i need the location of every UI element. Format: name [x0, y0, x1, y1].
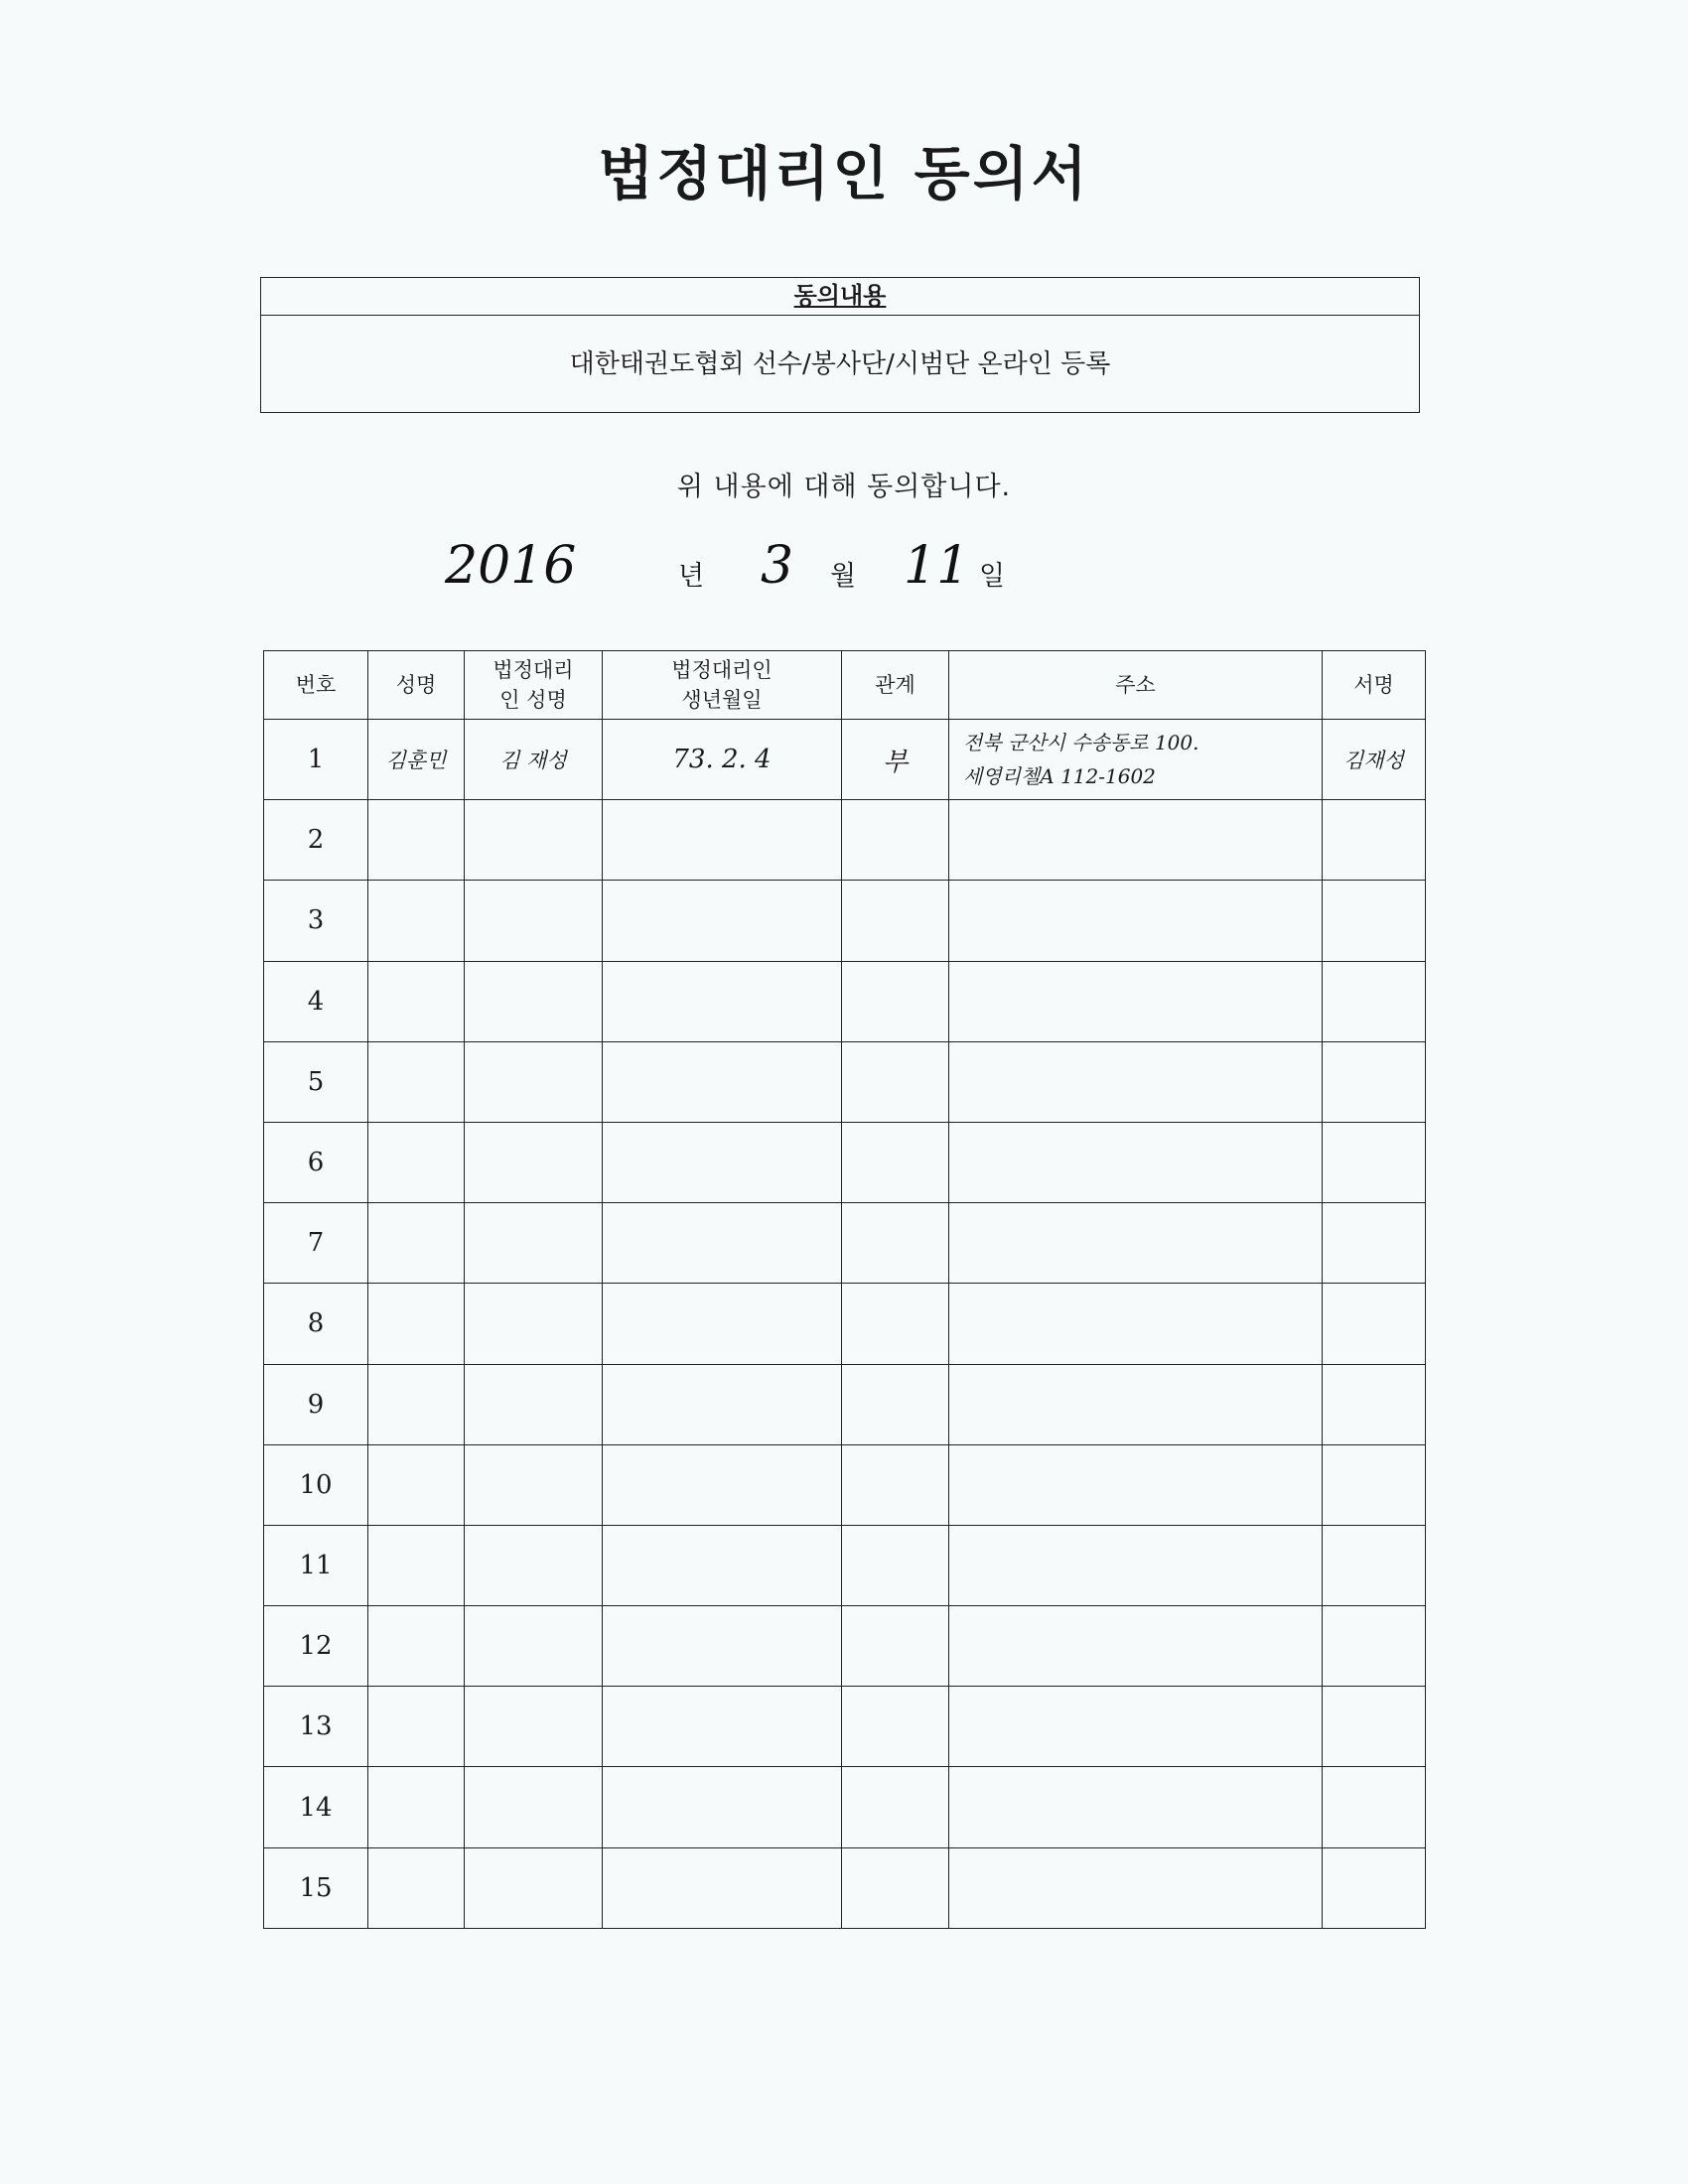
row-number: 8 — [264, 1284, 368, 1364]
header-no: 번호 — [264, 651, 368, 720]
cell-signature[interactable] — [1323, 1847, 1426, 1928]
cell-address[interactable] — [949, 1606, 1323, 1687]
cell-signature[interactable] — [1323, 1284, 1426, 1364]
date-row — [0, 536, 1688, 606]
cell-signature[interactable] — [1323, 961, 1426, 1041]
consent-content: 대한태권도협회 선수/봉사단/시범단 온라인 등록 — [569, 349, 1111, 379]
cell-name[interactable] — [368, 1444, 465, 1525]
cell-guardian-name[interactable] — [465, 1284, 603, 1364]
cell-address[interactable] — [949, 881, 1323, 961]
cell-address[interactable] — [949, 1444, 1323, 1525]
cell-guardian-name[interactable] — [465, 1525, 603, 1605]
cell-name[interactable] — [368, 881, 465, 961]
table-row — [264, 1444, 1426, 1525]
cell-name[interactable] — [368, 1687, 465, 1767]
cell-name[interactable] — [368, 1847, 465, 1928]
cell-guardian-birth[interactable] — [603, 1767, 842, 1847]
row-number: 3 — [264, 881, 368, 961]
month-label: 월 — [830, 561, 857, 592]
cell-guardian-name[interactable] — [465, 1847, 603, 1928]
cell-guardian-birth[interactable] — [603, 1606, 842, 1687]
cell-guardian-birth[interactable] — [603, 1364, 842, 1444]
cell-address[interactable] — [949, 1767, 1323, 1847]
table-row — [264, 1525, 1426, 1605]
cell-relation[interactable]: 부 — [842, 720, 949, 800]
cell-signature[interactable] — [1323, 1767, 1426, 1847]
header-name: 성명 — [368, 651, 465, 720]
row-number: 15 — [264, 1847, 368, 1928]
cell-address[interactable] — [949, 1525, 1323, 1605]
cell-guardian-name[interactable] — [465, 1041, 603, 1122]
cell-name[interactable] — [368, 800, 465, 881]
cell-name[interactable] — [368, 1364, 465, 1444]
date-day[interactable]: 11 — [904, 536, 970, 596]
row-number: 7 — [264, 1203, 368, 1284]
row-number: 13 — [264, 1687, 368, 1767]
cell-guardian-name[interactable] — [465, 1767, 603, 1847]
cell-guardian-name[interactable] — [465, 881, 603, 961]
table-row — [264, 1284, 1426, 1364]
cell-guardian-birth[interactable] — [603, 1525, 842, 1605]
cell-guardian-name[interactable] — [465, 1364, 603, 1444]
cell-signature[interactable] — [1323, 1606, 1426, 1687]
cell-guardian-birth[interactable] — [603, 1847, 842, 1928]
table-row — [264, 961, 1426, 1041]
cell-relation[interactable] — [842, 1364, 949, 1444]
cell-name[interactable] — [368, 1041, 465, 1122]
row-number: 5 — [264, 1041, 368, 1122]
cell-address[interactable] — [949, 1687, 1323, 1767]
cell-signature[interactable] — [1323, 1364, 1426, 1444]
cell-name[interactable] — [368, 1284, 465, 1364]
cell-name[interactable] — [368, 1525, 465, 1605]
row-number: 6 — [264, 1122, 368, 1202]
cell-signature[interactable] — [1323, 1687, 1426, 1767]
year-label: 년 — [678, 561, 705, 592]
cell-address[interactable] — [949, 1203, 1323, 1284]
row-number: 11 — [264, 1525, 368, 1605]
cell-guardian-name[interactable] — [465, 961, 603, 1041]
date-month[interactable]: 3 — [761, 536, 794, 596]
agreement-statement: 위 내용에 대해 동의합니다. — [676, 472, 1012, 502]
cell-name[interactable] — [368, 1122, 465, 1202]
cell-address[interactable] — [949, 1847, 1323, 1928]
cell-signature[interactable] — [1323, 1203, 1426, 1284]
cell-signature[interactable] — [1323, 1525, 1426, 1605]
row-number: 2 — [264, 800, 368, 881]
table-row — [264, 1203, 1426, 1284]
row-number: 9 — [264, 1364, 368, 1444]
row-number: 4 — [264, 961, 368, 1041]
table-row — [264, 1847, 1426, 1928]
cell-signature[interactable] — [1323, 881, 1426, 961]
cell-signature[interactable] — [1323, 1444, 1426, 1525]
cell-guardian-birth[interactable] — [603, 1284, 842, 1364]
table-row — [264, 1606, 1426, 1687]
header-guardian-name: 법정대리인 성명 — [465, 651, 603, 720]
page-title: 법정대리인 동의서 — [598, 140, 1090, 207]
cell-name[interactable] — [368, 1203, 465, 1284]
table-row — [264, 800, 1426, 881]
cell-guardian-name[interactable] — [465, 1687, 603, 1767]
cell-guardian-birth[interactable] — [603, 881, 842, 961]
cell-name[interactable] — [368, 961, 465, 1041]
cell-address[interactable] — [949, 1284, 1323, 1364]
cell-guardian-birth[interactable] — [603, 800, 842, 881]
table-row — [264, 1687, 1426, 1767]
cell-guardian-birth[interactable] — [603, 1203, 842, 1284]
cell-name[interactable] — [368, 1767, 465, 1847]
cell-guardian-name[interactable] — [465, 800, 603, 881]
cell-relation[interactable] — [842, 1444, 949, 1525]
table-row — [264, 720, 1426, 800]
cell-guardian-birth[interactable] — [603, 1687, 842, 1767]
cell-relation[interactable] — [842, 961, 949, 1041]
cell-guardian-name[interactable] — [465, 1606, 603, 1687]
cell-signature[interactable] — [1323, 1041, 1426, 1122]
cell-guardian-name[interactable] — [465, 1203, 603, 1284]
cell-name[interactable]: 김훈민 — [368, 720, 465, 800]
row-number: 1 — [264, 720, 368, 800]
cell-guardian-name[interactable] — [465, 1444, 603, 1525]
address-line-2: 세영리첼A 112-1602 — [963, 764, 1156, 789]
cell-address[interactable] — [949, 720, 1323, 800]
cell-guardian-birth[interactable] — [603, 1444, 842, 1525]
date-year[interactable]: 2016 — [445, 536, 577, 596]
cell-relation[interactable] — [842, 1122, 949, 1202]
row-number: 10 — [264, 1444, 368, 1525]
cell-address[interactable] — [949, 1041, 1323, 1122]
consent-header: 동의내용 — [261, 278, 1419, 316]
header-relation: 관계 — [842, 651, 949, 720]
cell-relation[interactable] — [842, 881, 949, 961]
consent-box — [260, 277, 1420, 413]
cell-guardian-name[interactable]: 김 재성 — [465, 720, 603, 800]
table-row — [264, 881, 1426, 961]
header-address: 주소 — [949, 651, 1323, 720]
cell-signature[interactable]: 김재성 — [1323, 720, 1426, 800]
cell-relation[interactable] — [842, 800, 949, 881]
cell-name[interactable] — [368, 1606, 465, 1687]
cell-guardian-birth[interactable] — [603, 1122, 842, 1202]
table-header-row — [264, 651, 1426, 720]
cell-relation[interactable] — [842, 1041, 949, 1122]
cell-relation[interactable] — [842, 1606, 949, 1687]
cell-signature[interactable] — [1323, 800, 1426, 881]
cell-relation[interactable] — [842, 1284, 949, 1364]
cell-relation[interactable] — [842, 1847, 949, 1928]
cell-signature[interactable] — [1323, 1122, 1426, 1202]
cell-relation[interactable] — [842, 1767, 949, 1847]
cell-relation[interactable] — [842, 1203, 949, 1284]
cell-guardian-birth[interactable] — [603, 961, 842, 1041]
cell-guardian-name[interactable] — [465, 1122, 603, 1202]
table-row — [264, 1767, 1426, 1847]
table-row — [264, 1122, 1426, 1202]
table-row — [264, 1364, 1426, 1444]
guardian-table — [263, 650, 1426, 1929]
cell-relation[interactable] — [842, 1687, 949, 1767]
table-row — [264, 1041, 1426, 1122]
cell-relation[interactable] — [842, 1525, 949, 1605]
cell-address[interactable] — [949, 1122, 1323, 1202]
cell-address[interactable] — [949, 800, 1323, 881]
header-guardian-birth: 법정대리인 생년월일 — [603, 651, 842, 720]
row-number: 12 — [264, 1606, 368, 1687]
address-line-1: 전북 군산시 수송동로 100. — [963, 731, 1199, 755]
header-signature: 서명 — [1323, 651, 1426, 720]
cell-address[interactable] — [949, 1364, 1323, 1444]
cell-address[interactable] — [949, 961, 1323, 1041]
day-label: 일 — [979, 561, 1006, 592]
cell-guardian-birth[interactable] — [603, 1041, 842, 1122]
row-number: 14 — [264, 1767, 368, 1847]
cell-guardian-birth[interactable]: 73. 2. 4 — [603, 720, 842, 800]
